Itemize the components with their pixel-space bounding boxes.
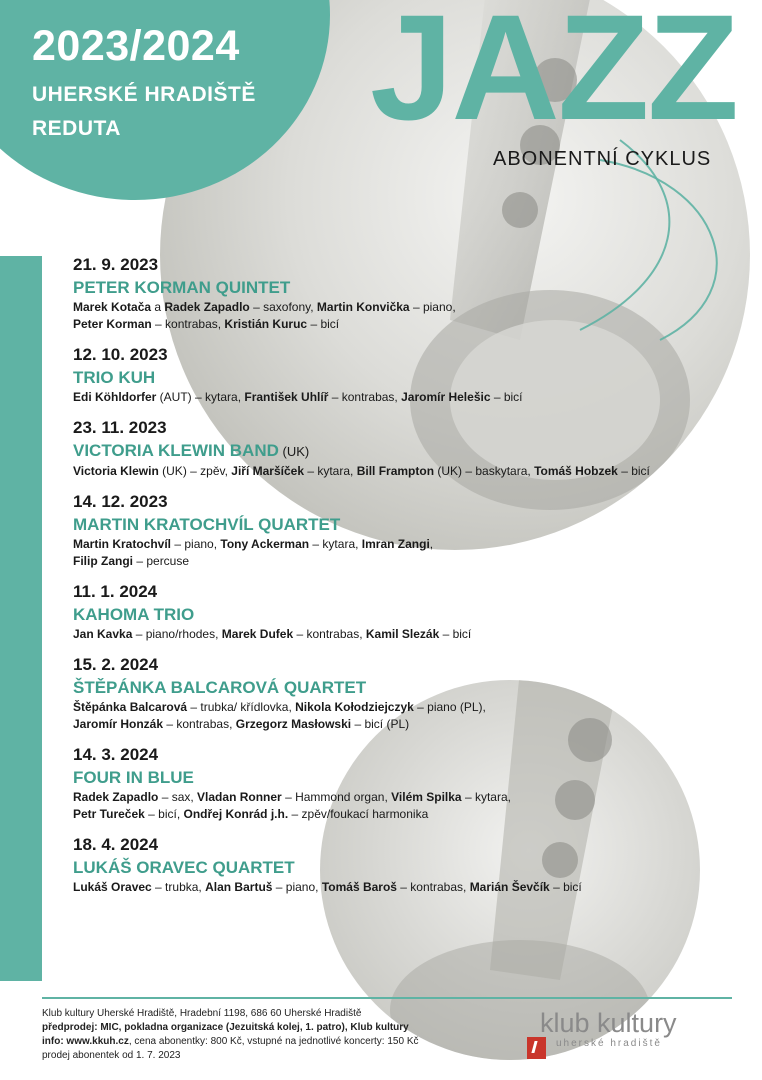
event-item bbox=[73, 492, 743, 570]
instrument-text: – bicí (PL) bbox=[351, 717, 410, 731]
event-lineup-line bbox=[73, 806, 743, 823]
event-title-text: LUKÁŠ ORAVEC QUARTET bbox=[73, 858, 295, 877]
musician-name: Nikola Kołodziejczyk bbox=[295, 700, 414, 714]
event-title bbox=[73, 604, 743, 626]
instrument-text: – bicí bbox=[490, 390, 523, 404]
event-date: 11. 1. 2024 bbox=[73, 582, 158, 601]
musician-name: Štěpánka Balcarová bbox=[73, 700, 188, 714]
footer-sale-date: prodej abonentek od 1. 7. 2023 bbox=[42, 1050, 181, 1061]
instrument-text: – trubka, bbox=[151, 880, 206, 894]
logo-subtitle: uherské hradiště bbox=[556, 1038, 662, 1049]
musician-name: Jaromír Honzák bbox=[73, 717, 164, 731]
event-title bbox=[73, 857, 743, 879]
event-title-text: KAHOMA TRIO bbox=[73, 605, 195, 624]
event-lineup-line bbox=[73, 316, 743, 333]
instrument-text: – kontrabas, bbox=[328, 390, 402, 404]
instrument-text: – kytara, bbox=[461, 790, 511, 804]
event-list bbox=[73, 255, 743, 908]
event-lineup-line bbox=[73, 626, 743, 643]
event-title bbox=[73, 440, 743, 463]
musician-name: Marek Dufek bbox=[221, 627, 294, 641]
event-item bbox=[73, 835, 743, 896]
event-title bbox=[73, 514, 743, 536]
musician-name: Ondřej Konrád j.h. bbox=[183, 807, 289, 821]
musician-name: Tomáš Hobzek bbox=[534, 464, 618, 478]
event-lineup-line bbox=[73, 536, 743, 553]
musician-name: Grzegorz Masłowski bbox=[235, 717, 352, 731]
musician-name: Kristián Kuruc bbox=[224, 317, 308, 331]
musician-name: Martin Kratochvíl bbox=[73, 537, 172, 551]
instrument-text: – piano, bbox=[409, 300, 456, 314]
musician-name: Radek Zapadlo bbox=[164, 300, 250, 314]
page-subtitle: ABONENTNÍ CYKLUS bbox=[493, 148, 712, 170]
instrument-text: – piano/rhodes, bbox=[132, 627, 222, 641]
musician-name: Tomáš Baroš bbox=[321, 880, 397, 894]
event-date: 15. 2. 2024 bbox=[73, 655, 159, 674]
instrument-text: – Hammond organ, bbox=[281, 790, 392, 804]
instrument-text: – percuse bbox=[133, 554, 190, 568]
event-lineup-line bbox=[73, 463, 743, 480]
musician-name: Vilém Spilka bbox=[391, 790, 462, 804]
instrument-text: – bicí bbox=[549, 880, 582, 894]
event-item bbox=[73, 582, 743, 643]
event-lineup-line bbox=[73, 789, 743, 806]
instrument-text: (UK) – baskytara, bbox=[434, 464, 535, 478]
footer-address: Klub kultury Uherské Hradiště, Hradební 1198, 686 60 Uherské Hradiště bbox=[42, 1008, 362, 1019]
instrument-text: – kytara, bbox=[309, 537, 362, 551]
musician-name: Jiří Maršíček bbox=[231, 464, 304, 478]
instrument-text: – sax, bbox=[158, 790, 198, 804]
musician-name: Radek Zapadlo bbox=[73, 790, 159, 804]
event-title bbox=[73, 367, 743, 389]
musician-name: Edi Köhldorfer bbox=[73, 390, 157, 404]
musician-name: Marek Kotača bbox=[73, 300, 152, 314]
musician-name: Filip Zangi bbox=[73, 554, 133, 568]
instrument-text: – piano, bbox=[171, 537, 221, 551]
instrument-text: (UK) – zpěv, bbox=[158, 464, 232, 478]
logo-name: klub kultury bbox=[540, 1008, 677, 1038]
event-date: 12. 10. 2023 bbox=[73, 345, 168, 364]
event-title-text: VICTORIA KLEWIN BAND bbox=[73, 441, 279, 460]
event-title-text: PETER KORMAN QUINTET bbox=[73, 278, 291, 297]
event-title-text: FOUR IN BLUE bbox=[73, 768, 194, 787]
instrument-text: – kontrabas, bbox=[293, 627, 366, 641]
event-item bbox=[73, 418, 743, 480]
musician-name: Peter Korman bbox=[73, 317, 152, 331]
instrument-text: – saxofony, bbox=[249, 300, 317, 314]
event-date: 23. 11. 2023 bbox=[73, 418, 167, 437]
instrument-text: – bicí bbox=[617, 464, 650, 478]
event-item bbox=[73, 345, 743, 406]
footer-info: info: www.kkuh.cz, cena abonentky: 800 Kč, vstupné na jednotlivé koncerty: 150 Kč bbox=[42, 1036, 419, 1047]
event-date: 14. 3. 2024 bbox=[73, 745, 159, 764]
instrument-text: – zpěv/foukací harmonika bbox=[288, 807, 429, 821]
event-title-text: TRIO KUH bbox=[73, 368, 156, 387]
musician-name: Jaromír Helešic bbox=[401, 390, 491, 404]
venue: REDUTA bbox=[32, 117, 121, 140]
musician-name: Imran Zangi bbox=[361, 537, 430, 551]
event-date: 18. 4. 2024 bbox=[73, 835, 159, 854]
musician-name: František Uhlíř bbox=[244, 390, 329, 404]
footer bbox=[42, 1007, 419, 1063]
footer-divider bbox=[42, 997, 732, 999]
instrument-text: a bbox=[151, 300, 165, 314]
musician-name: Tony Ackerman bbox=[220, 537, 310, 551]
instrument-text: – trubka/ křídlovka, bbox=[187, 700, 296, 714]
event-title bbox=[73, 767, 743, 789]
event-item bbox=[73, 745, 743, 823]
instrument-text: , bbox=[429, 537, 434, 551]
instrument-text: – bicí bbox=[439, 627, 472, 641]
city: UHERSKÉ HRADIŠTĚ bbox=[32, 83, 256, 106]
event-date: 14. 12. 2023 bbox=[73, 492, 168, 511]
event-lineup-line bbox=[73, 699, 743, 716]
musician-name: Kamil Slezák bbox=[365, 627, 440, 641]
instrument-text: (AUT) – kytara, bbox=[156, 390, 245, 404]
event-title-text: ŠTĚPÁNKA BALCAROVÁ QUARTET bbox=[73, 678, 367, 697]
instrument-text: – bicí, bbox=[144, 807, 184, 821]
instrument-text: – kytara, bbox=[304, 464, 357, 478]
instrument-text: – bicí bbox=[307, 317, 340, 331]
musician-name: Alan Bartuš bbox=[205, 880, 273, 894]
instrument-text: – kontrabas, bbox=[396, 880, 470, 894]
event-lineup-line bbox=[73, 299, 743, 316]
page-title: JAZZ bbox=[370, 0, 737, 151]
season: 2023/2024 bbox=[32, 22, 240, 70]
musician-name: Marián Ševčík bbox=[469, 880, 550, 894]
event-title-text: MARTIN KRATOCHVÍL QUARTET bbox=[73, 515, 341, 534]
event-lineup-line bbox=[73, 716, 743, 733]
event-date: 21. 9. 2023 bbox=[73, 255, 159, 274]
event-title bbox=[73, 677, 743, 699]
instrument-text: – kontrabas, bbox=[163, 717, 236, 731]
event-item bbox=[73, 255, 743, 333]
instrument-text: – kontrabas, bbox=[151, 317, 225, 331]
event-item bbox=[73, 655, 743, 733]
event-lineup-line bbox=[73, 553, 743, 570]
musician-name: Victoria Klewin bbox=[73, 464, 159, 478]
musician-name: Martin Konvička bbox=[316, 300, 410, 314]
musician-name: Lukáš Oravec bbox=[73, 880, 152, 894]
footer-presale: předprodej: MIC, pokladna organizace (Jezuitská kolej, 1. patro), Klub kultury bbox=[42, 1022, 409, 1033]
event-title-suffix: (UK) bbox=[278, 444, 310, 459]
instrument-text: – piano, bbox=[272, 880, 322, 894]
header bbox=[32, 22, 256, 141]
musician-name: Bill Frampton bbox=[356, 464, 435, 478]
event-lineup-line bbox=[73, 389, 743, 406]
klub-kultury-logo-icon bbox=[527, 1037, 546, 1059]
musician-name: Vladan Ronner bbox=[197, 790, 282, 804]
musician-name: Jan Kavka bbox=[73, 627, 133, 641]
instrument-text: – piano (PL), bbox=[413, 700, 486, 714]
event-lineup-line bbox=[73, 879, 743, 896]
event-title bbox=[73, 277, 743, 299]
accent-side-bar bbox=[0, 256, 42, 981]
musician-name: Petr Tureček bbox=[73, 807, 145, 821]
